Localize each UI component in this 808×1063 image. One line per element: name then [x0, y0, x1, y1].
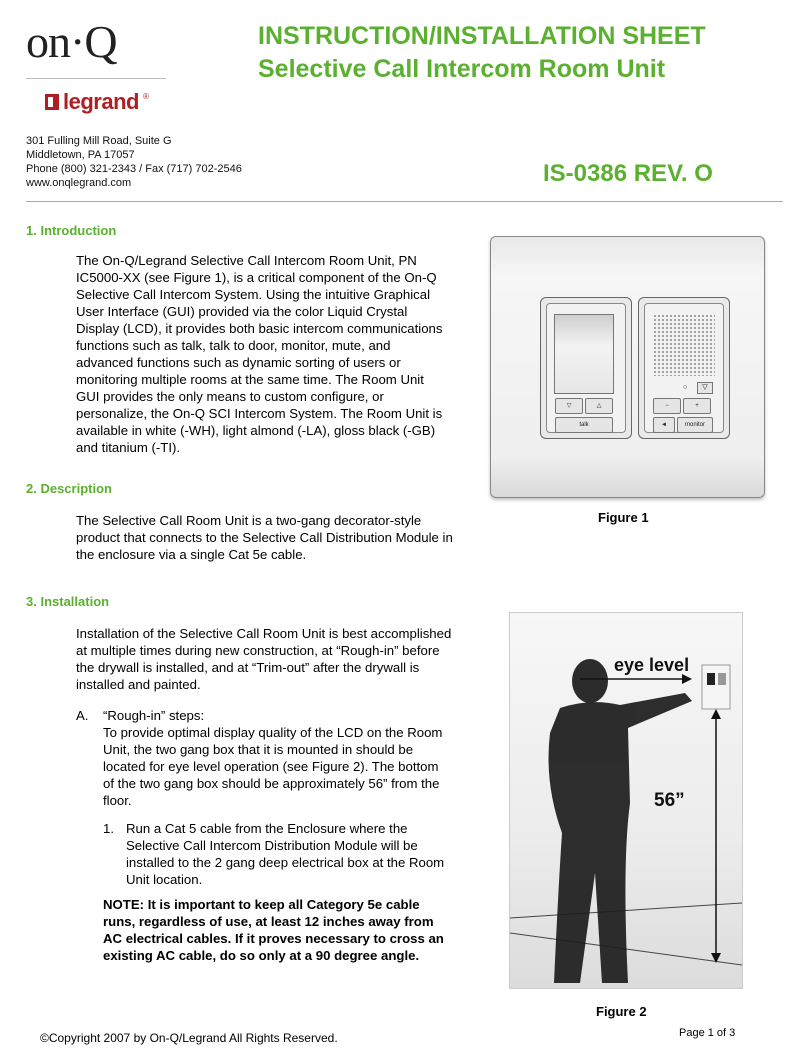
- address-line: Middletown, PA 17057: [26, 149, 135, 161]
- text-line: the enclosure via a single Cat 5e cable.: [76, 547, 307, 562]
- text-line: the drywall is installed, and at “Trim-out” after the drywall is: [76, 660, 420, 675]
- onq-logo: on·Q: [26, 16, 117, 67]
- text-line: NOTE: It is important to keep all Category 5e cable: [103, 897, 420, 912]
- legrand-mark-icon: [45, 94, 59, 110]
- step-1-block: [126, 820, 486, 888]
- step-a-block: [103, 707, 483, 809]
- eye-level-photo: [509, 612, 743, 989]
- room-unit-image: [490, 236, 765, 498]
- text-line: installed and painted.: [76, 677, 201, 692]
- text-line: installed to the 2 gang deep electrical box at the Room: [126, 855, 445, 870]
- text-line: The On-Q/Legrand Selective Call Intercom Room Unit, PN: [76, 253, 417, 268]
- monitor-button: monitor: [677, 417, 713, 433]
- door-icon: ▽: [697, 382, 713, 394]
- volume-down-button: −: [653, 398, 681, 414]
- lcd-screen: [554, 314, 614, 394]
- text-line: AC electrical cables. If it proves necessary to cross an: [103, 931, 444, 946]
- text-line: of the two gang box should be approximately 56” from the: [103, 776, 440, 791]
- height-label: 56”: [654, 790, 685, 811]
- text-line: floor.: [103, 793, 132, 808]
- intro-paragraph: [76, 252, 481, 456]
- text-line: Selective Call Intercom Distribution Module will be: [126, 838, 418, 853]
- figure-2-caption: Figure 2: [596, 1004, 647, 1019]
- address-line: 301 Fulling Mill Road, Suite G: [26, 135, 172, 147]
- address-website[interactable]: www.onqlegrand.com: [26, 177, 132, 189]
- text-line: GUI provides the only means to custom configure, or: [76, 389, 384, 404]
- text-line: available in white (-WH), light almond (-LA), gloss black (-GB): [76, 423, 436, 438]
- doc-title-line2: Selective Call Intercom Room Unit: [258, 55, 666, 83]
- text-line: Display (LCD), it provides both basic intercom communications: [76, 321, 443, 336]
- cable-note: [103, 896, 483, 964]
- figure-1-caption: Figure 1: [598, 510, 649, 525]
- mute-button: ◄: [653, 417, 675, 433]
- volume-up-button: +: [683, 398, 711, 414]
- text-line: personalize, the On-Q SCI Intercom System. The Room Unit is: [76, 406, 443, 421]
- text-line: runs, regardless of use, at least 12 inches away from: [103, 914, 434, 929]
- text-line: and titanium (-TI).: [76, 440, 181, 455]
- logo-divider: [26, 78, 166, 79]
- eye-level-label: eye level: [614, 655, 690, 675]
- text-line: existing AC cable, do so only at a 90 degree angle.: [103, 948, 420, 963]
- text-line: Unit location.: [126, 872, 203, 887]
- text-line: Run a Cat 5 cable from the Enclosure where the: [126, 821, 408, 836]
- installation-paragraph: [76, 625, 486, 693]
- step-1-label: 1.: [103, 821, 114, 836]
- speaker-grille: [653, 314, 715, 376]
- text-line: Installation of the Selective Call Room Unit is best accomplished: [76, 626, 452, 641]
- legrand-registered-mark: ®: [142, 92, 149, 101]
- copyright-footer: ©Copyright 2007 by On-Q/Legrand All Rights Reserved.: [40, 1031, 338, 1045]
- text-line: functions such as talk, talk to door, monitor, mute, and: [76, 338, 391, 353]
- company-address: [26, 134, 242, 190]
- doc-title-line1: INSTRUCTION/INSTALLATION SHEET: [258, 22, 706, 50]
- section-heading-installation: 3. Installation: [26, 594, 110, 609]
- step-a-label: A.: [76, 708, 89, 723]
- page-number: Page 1 of 3: [679, 1027, 736, 1039]
- text-line: monitoring multiple rooms at the same time. The Room Unit: [76, 372, 424, 387]
- text-line: located for eye level operation (see Figure 2). The bottom: [103, 759, 439, 774]
- header-divider: [26, 201, 783, 202]
- indicator-icon: ○: [683, 384, 688, 391]
- section-heading-introduction: 1. Introduction: [26, 223, 117, 238]
- down-arrow-button: ▽: [555, 398, 583, 414]
- doc-number: IS-0386 REV. O: [543, 160, 713, 187]
- text-line: The Selective Call Room Unit is a two-gang decorator-style: [76, 513, 422, 528]
- text-line: Unit, the two gang box that it is mounted in should be: [103, 742, 414, 757]
- text-line: To provide optimal display quality of the LCD on the Room: [103, 725, 443, 740]
- description-paragraph: [76, 512, 486, 563]
- talk-button: talk: [555, 417, 613, 433]
- text-line: Selective Call Intercom System. Using the intuitive Graphical: [76, 287, 431, 302]
- legrand-wordmark: legrand: [63, 89, 139, 114]
- display-gang: [540, 297, 632, 439]
- speaker-gang: [638, 297, 730, 439]
- address-phone: Phone (800) 321-2343 / Fax (717) 702-2546: [26, 163, 242, 175]
- text-line: IC5000-XX (see Figure 1), is a critical component of the On-Q: [76, 270, 437, 285]
- step-a-title: “Rough-in” steps:: [103, 708, 205, 723]
- section-heading-description: 2. Description: [26, 481, 112, 496]
- text-line: product that connects to the Selective Call Distribution Module in: [76, 530, 453, 545]
- up-arrow-button: △: [585, 398, 613, 414]
- text-line: User Interface (GUI) provided via the color Liquid Crystal: [76, 304, 408, 319]
- text-line: at multiple times during new construction, at “Rough-in” before: [76, 643, 440, 658]
- legrand-logo: [45, 88, 149, 116]
- text-line: advanced functions such as dynamic sorting of users or: [76, 355, 401, 370]
